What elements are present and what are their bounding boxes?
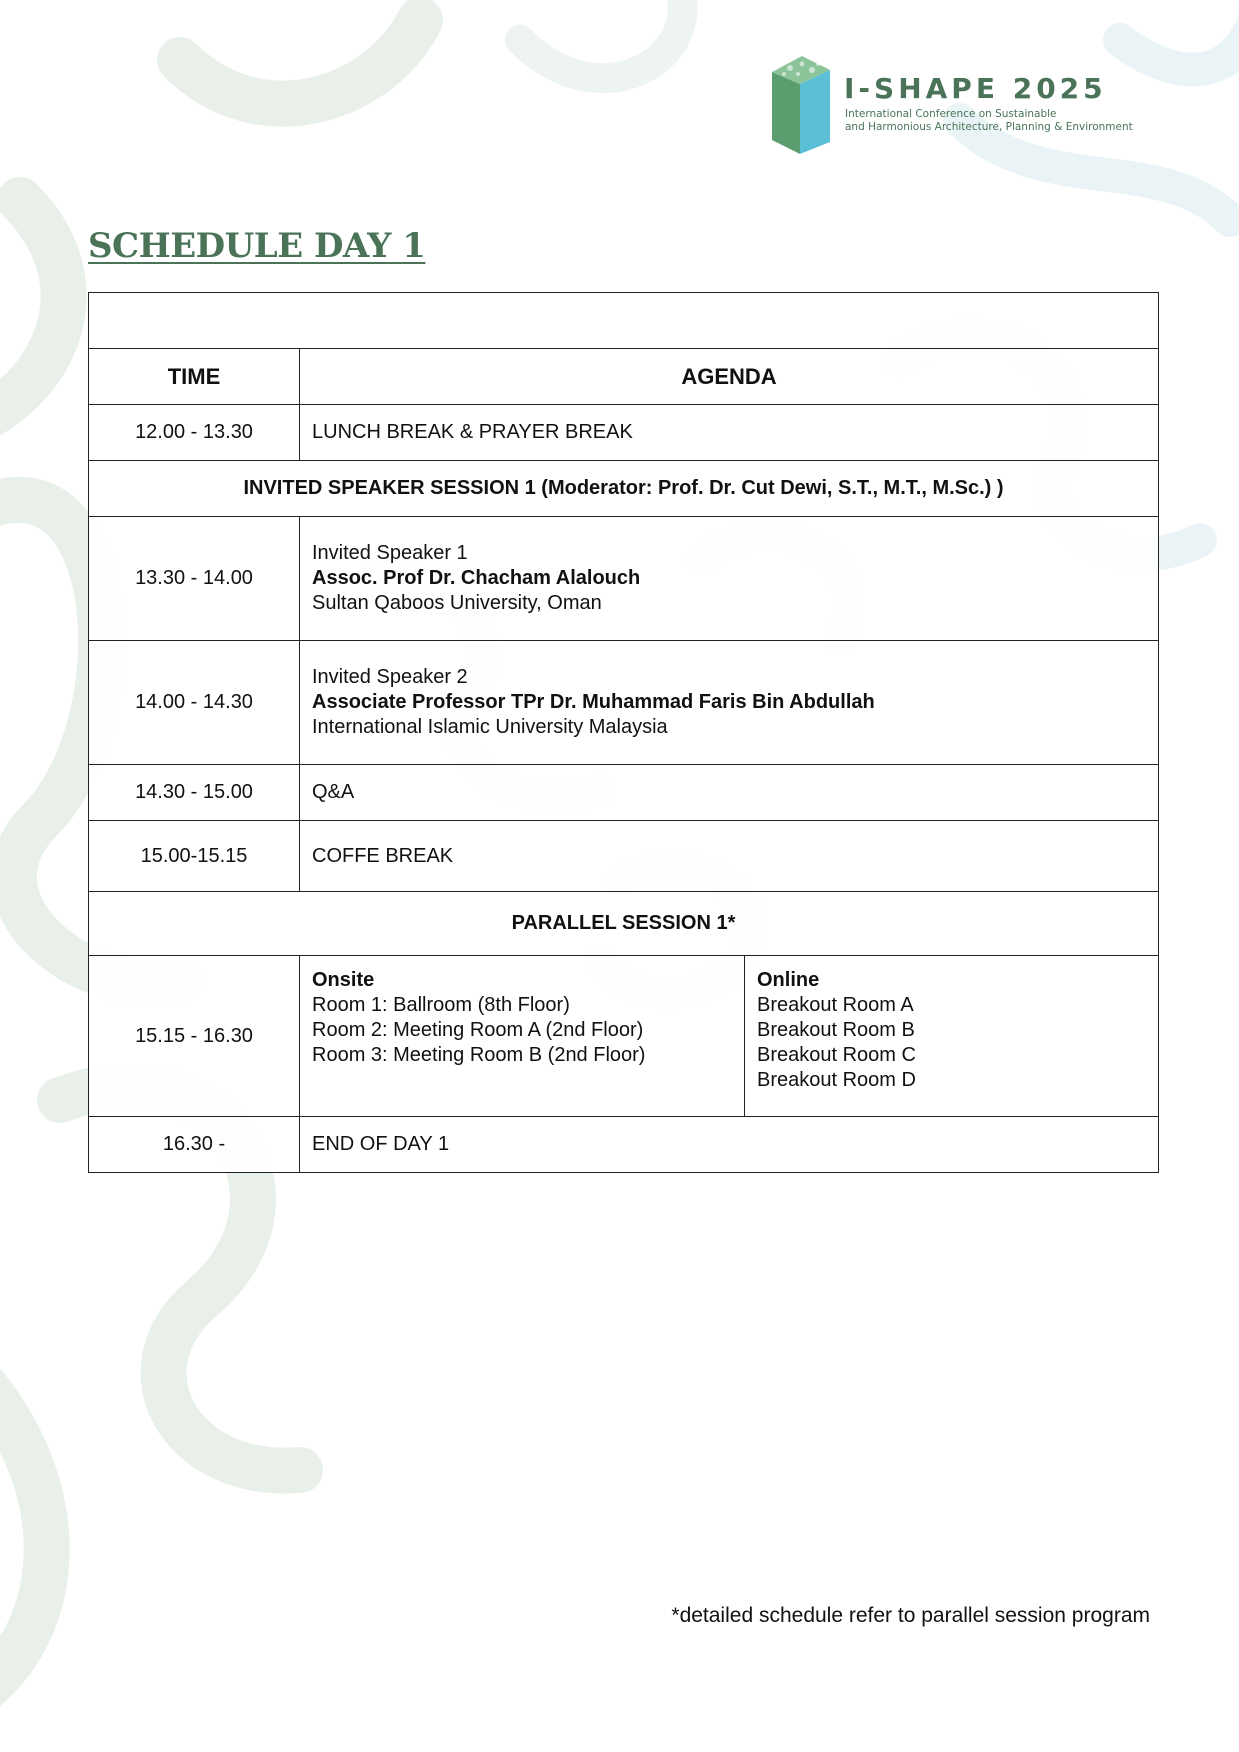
table-row [89,765,1159,821]
row-agenda: Q&A [300,765,1159,821]
invited-session-header: INVITED SPEAKER SESSION 1 (Moderator: Prof. Dr. Cut Dewi, S.T., M.T., M.Sc.) ) [89,461,1159,517]
row-agenda: END OF DAY 1 [300,1117,1159,1173]
speaker-name: Assoc. Prof Dr. Chacham Alalouch [312,567,641,589]
table-row [89,405,1159,461]
list-item: Breakout Room A [757,994,914,1016]
footnote: *detailed schedule refer to parallel session program [671,1604,1150,1627]
speaker-affiliation: International Islamic University Malaysia [312,716,668,738]
table-row [89,517,1159,641]
list-item: Breakout Room D [757,1069,916,1091]
time-column-header: TIME [89,349,300,405]
page-title: SCHEDULE DAY 1 [88,226,426,266]
table-row [89,641,1159,765]
speaker-1-details [300,517,1159,641]
online-rooms [745,956,1159,1117]
row-time: 15.00-15.15 [89,821,300,892]
table-row [89,1117,1159,1173]
section-row [89,892,1159,956]
speaker-label: Invited Speaker 2 [312,666,468,688]
agenda-column-header: AGENDA [300,349,1159,405]
row-time: 14.30 - 15.00 [89,765,300,821]
list-item: Breakout Room C [757,1044,916,1066]
row-time: 15.15 - 16.30 [89,956,300,1117]
table-row [89,821,1159,892]
schedule-table [88,292,1159,1173]
speaker-2-details [300,641,1159,765]
logo-title: I-SHAPE 2025 [844,72,1107,105]
row-agenda: COFFE BREAK [300,821,1159,892]
column-header-row [89,349,1159,405]
speaker-label: Invited Speaker 1 [312,542,468,564]
speaker-name: Associate Professor TPr Dr. Muhammad Faris Bin Abdullah [312,691,875,713]
section-row [89,461,1159,517]
cube-logo-icon [770,50,832,158]
row-time: 14.00 - 14.30 [89,641,300,765]
list-item: Room 1: Ballroom (8th Floor) [312,994,570,1016]
list-item: Breakout Room B [757,1019,915,1041]
day-header-row [89,293,1159,349]
parallel-session-header: PARALLEL SESSION 1* [89,892,1159,956]
logo-subtitle-line2: and Harmonious Architecture, Planning & Environment [845,121,1133,133]
logo-subtitle-line1: International Conference on Sustainable [845,108,1057,120]
onsite-rooms [300,956,745,1117]
speaker-affiliation: Sultan Qaboos University, Oman [312,592,602,614]
table-row [89,956,1159,1117]
online-title: Online [757,969,820,991]
onsite-title: Onsite [312,969,375,991]
day-header: DAY 1 (28th OCTOBER 2025) [89,293,1159,349]
list-item: Room 2: Meeting Room A (2nd Floor) [312,1019,644,1041]
row-agenda: LUNCH BREAK & PRAYER BREAK [300,405,1159,461]
logo-subtitle [845,108,1133,134]
row-time: 13.30 - 14.00 [89,517,300,641]
conference-logo [770,50,1170,160]
row-time: 16.30 - [89,1117,300,1173]
row-time: 12.00 - 13.30 [89,405,300,461]
list-item: Room 3: Meeting Room B (2nd Floor) [312,1044,646,1066]
